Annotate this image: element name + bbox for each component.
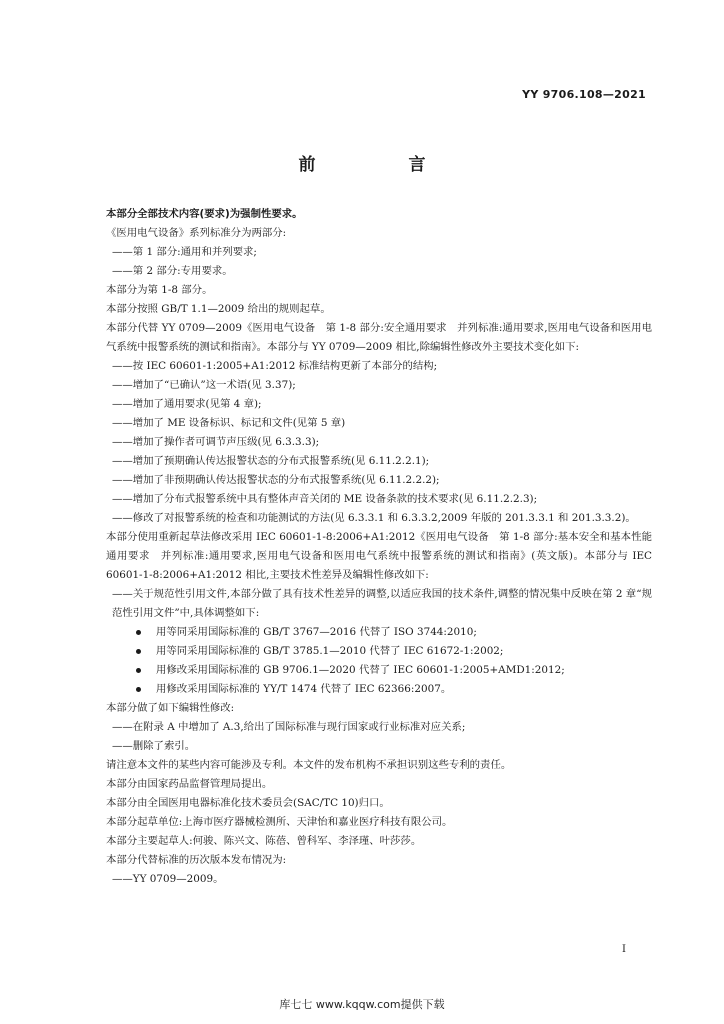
list-item: ——在附录 A 中增加了 A.3,给出了国际标准与现行国家或行业标准对应关系; — [112, 721, 466, 733]
page-title: 前 言 — [298, 155, 464, 175]
bullet-item — [106, 680, 652, 699]
list-item: ——YY 0709—2009。 — [112, 873, 224, 885]
paragraph: 本部分主要起草人:何骏、陈兴文、陈蓓、曾科军、李泽瑾、叶莎莎。 — [106, 835, 422, 847]
footer-watermark: 库七七 www.kqqw.com提供下载 — [279, 998, 445, 1011]
bullet-text: 用修改采用国际标准的 GB 9706.1—2020 代替了 IEC 60601-1:2005+AMD1:2012; — [156, 664, 565, 676]
bullet-item — [106, 642, 652, 661]
bullet-text: 用等同采用国际标准的 GB/T 3767—2016 代替了 ISO 3744:2010; — [156, 626, 477, 638]
list-item: ——增加了预期确认传达报警状态的分布式报警系统(见 6.11.2.2.1); — [112, 455, 430, 467]
paragraph: 《医用电气设备》系列标准分为两部分: — [106, 227, 287, 239]
bullet-text: 用等同采用国际标准的 GB/T 3785.1—2010 代替了 IEC 61672-1:2002; — [156, 645, 504, 657]
paragraph: 本部分代替 YY 0709—2009《医用电气设备 第 1-8 部分:安全通用要求 并列标准:通用要求,医用电气设备和医用电气系统中报警系统的测试和指南》。本部分与 YY 0709—2009 相比,除编辑性修改外主要技术变化如下: — [106, 322, 652, 353]
list-item: ——增加了非预期确认传达报警状态的分布式报警系统(见 6.11.2.2.2); — [112, 474, 440, 486]
paragraph: 本部分代替标准的历次版本发布情况为: — [106, 854, 287, 866]
mandatory-statement: 本部分全部技术内容(要求)为强制性要求。 — [106, 208, 303, 220]
page-number: I — [622, 944, 626, 955]
list-item: ——修改了对报警系统的检查和功能测试的方法(见 6.3.3.1 和 6.3.3.2,2009 年版的 201.3.3.1 和 201.3.3.2)。 — [112, 512, 636, 524]
list-item: ——第 2 部分:专用要求。 — [112, 265, 233, 277]
list-item: ——关于规范性引用文件,本部分做了具有技术性差异的调整,以适应我国的技术条件,调整的情况集中反映在第 2 章“规范性引用文件”中,具体调整如下: — [112, 588, 652, 619]
paragraph: 本部分使用重新起草法修改采用 IEC 60601-1-8:2006+A1:2012《医用电气设备 第 1-8 部分:基本安全和基本性能通用要求 并列标准:通用要求,医用电气设备和医用电气系统中报警系统的测试和指南》(英文版)。本部分与 IEC 60601-1-8:2006+A1:2012 相比,主要技术性差异及编辑性修改如下: — [106, 531, 652, 581]
paragraph: 本部分由国家药品监督管理局提出。 — [106, 778, 273, 790]
bullet-item — [106, 623, 652, 642]
list-item: ——增加了 ME 设备标识、标记和文件(见第 5 章) — [112, 417, 346, 429]
bullet-text: 用修改采用国际标准的 YY/T 1474 代替了 IEC 62366:2007。 — [156, 683, 452, 695]
preface-content — [106, 205, 652, 889]
bullet-item — [106, 661, 652, 680]
paragraph: 本部分起草单位:上海市医疗器械检测所、天津怡和嘉业医疗科技有限公司。 — [106, 816, 453, 828]
list-item: ——增加了“已确认”这一术语(见 3.37); — [112, 379, 296, 391]
paragraph: 本部分做了如下编辑性修改: — [106, 702, 235, 714]
paragraph: 请注意本文件的某些内容可能涉及专利。本文件的发布机构不承担识别这些专利的责任。 — [106, 759, 512, 771]
paragraph: 本部分由全国医用电器标准化技术委员会(SAC/TC 10)归口。 — [106, 797, 390, 809]
list-item: ——增加了通用要求(见第 4 章); — [112, 398, 262, 410]
list-item: ——删除了索引。 — [112, 740, 196, 752]
paragraph: 本部分按照 GB/T 1.1—2009 给出的规则起草。 — [106, 303, 331, 315]
list-item: ——增加了操作者可调节声压级(见 6.3.3.3); — [112, 436, 320, 448]
bullet-icon — [136, 630, 141, 635]
bullet-icon — [136, 649, 141, 654]
standard-code: YY 9706.108—2021 — [522, 88, 646, 101]
bullet-icon — [136, 668, 141, 673]
paragraph: 本部分为第 1-8 部分。 — [106, 284, 213, 296]
list-item: ——按 IEC 60601-1:2005+A1:2012 标准结构更新了本部分的结构; — [112, 360, 438, 372]
list-item: ——第 1 部分:通用和并列要求; — [112, 246, 257, 258]
list-item: ——增加了分布式报警系统中具有整体声音关闭的 ME 设备条款的技术要求(见 6.11.2.2.3); — [112, 493, 538, 505]
bullet-icon — [136, 687, 141, 692]
